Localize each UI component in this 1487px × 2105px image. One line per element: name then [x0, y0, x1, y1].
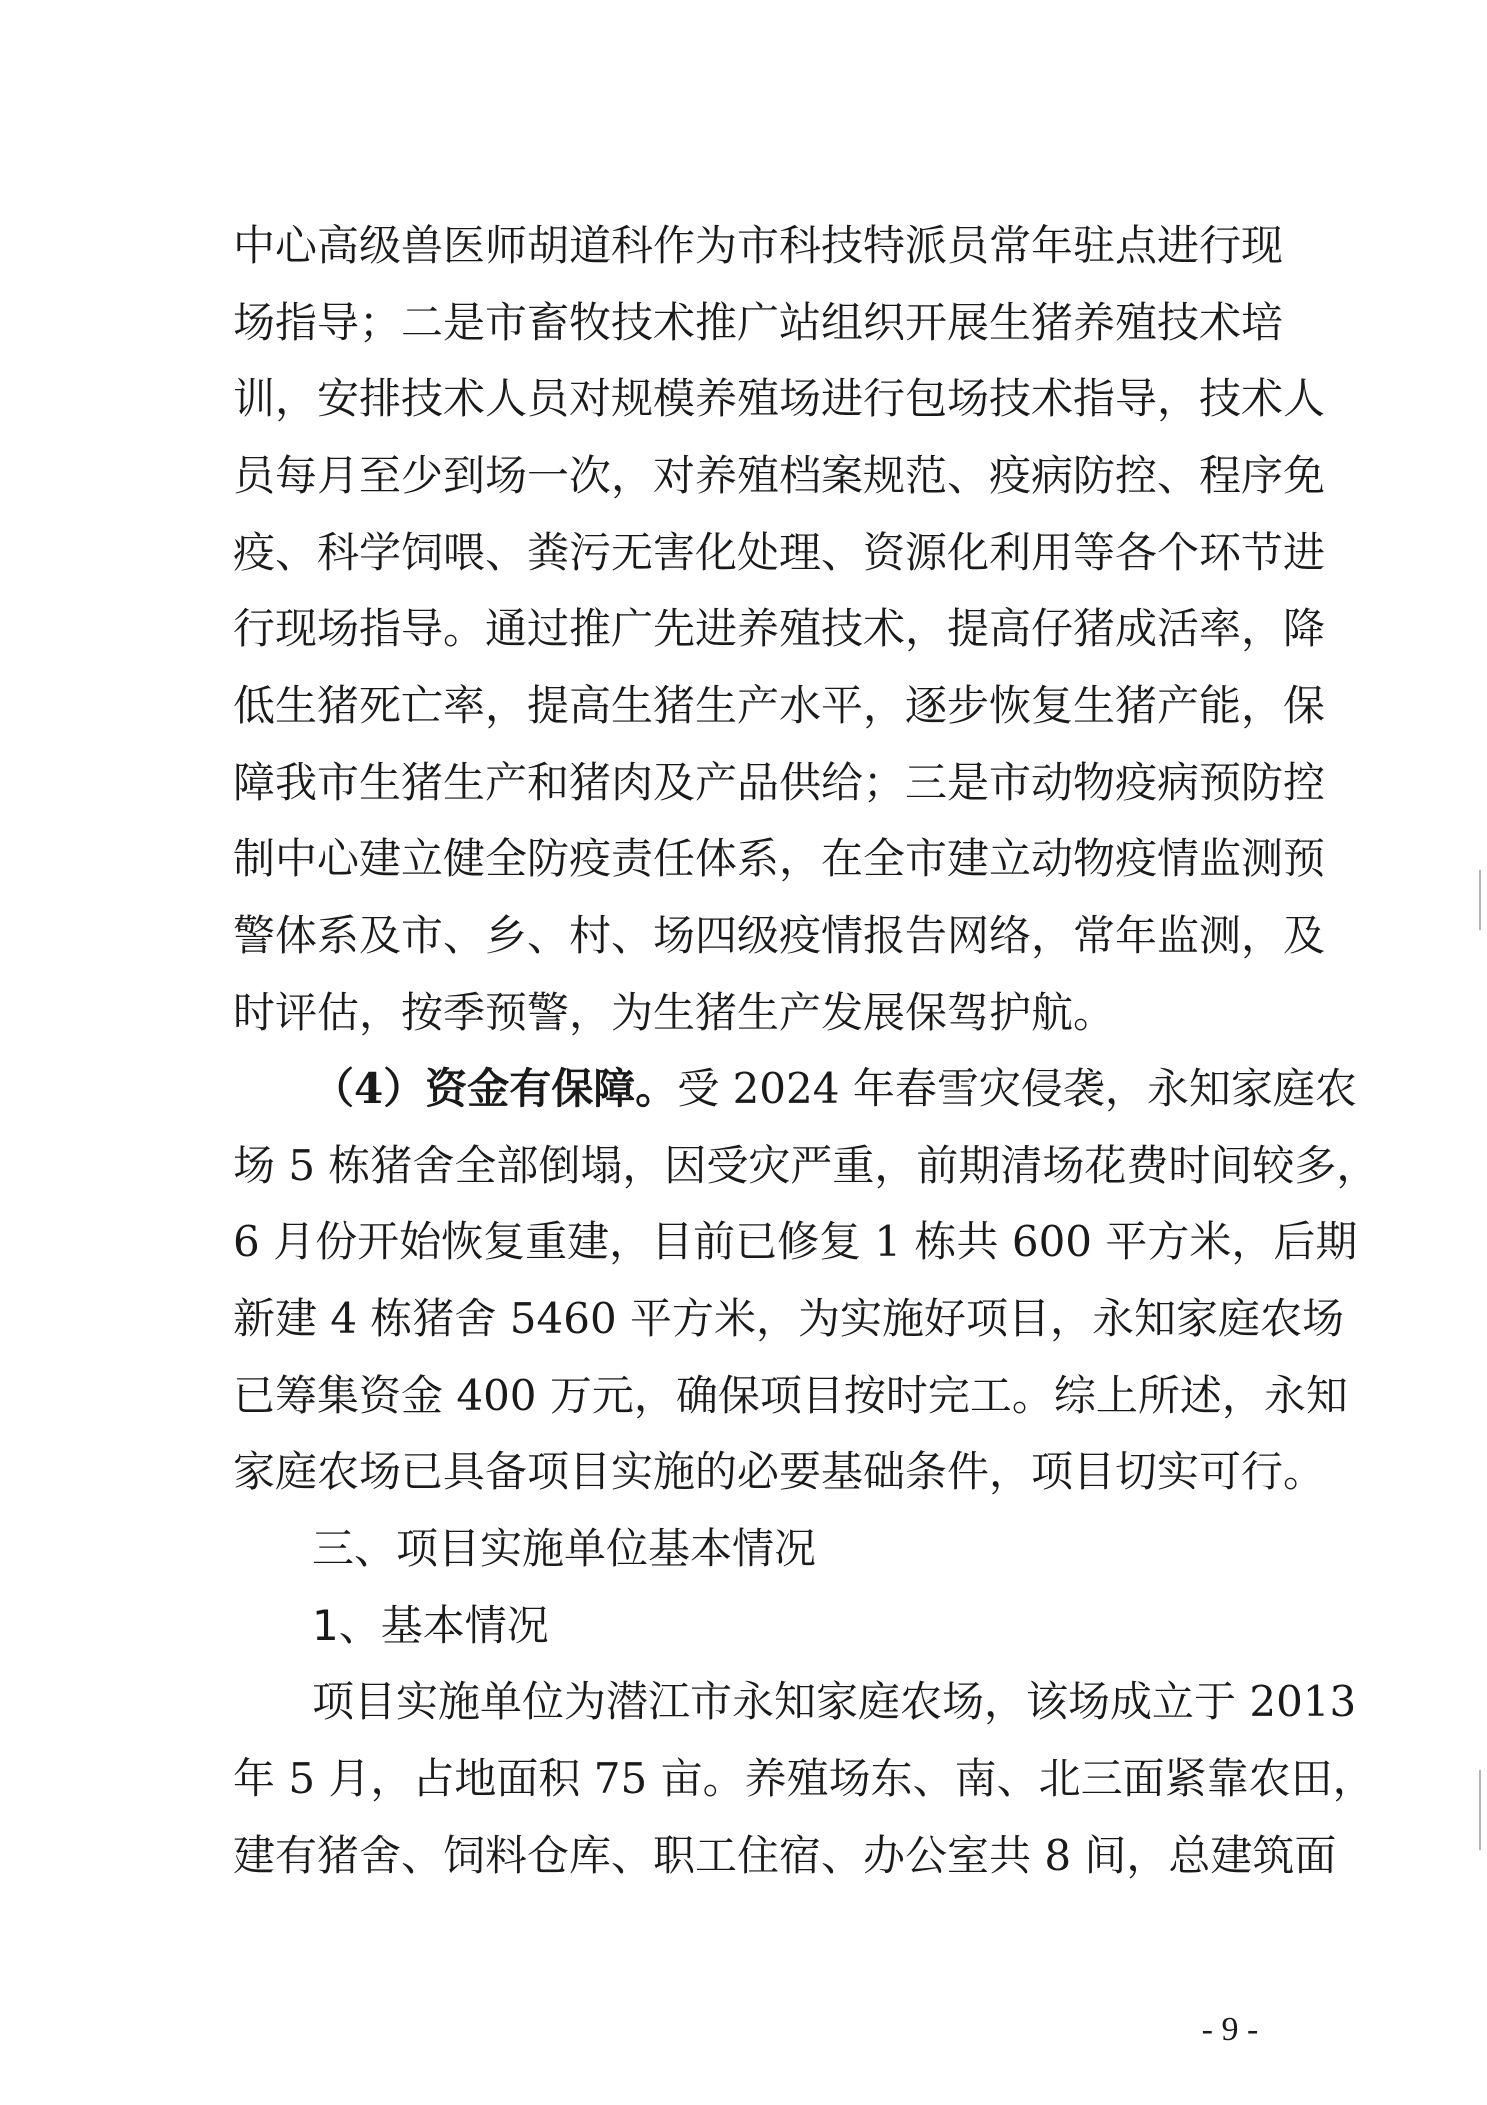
paragraph-line: 行现场指导。通过推广先进养殖技术，提高仔猪成活率，降	[233, 604, 1326, 653]
paragraph-line: 训，安排技术人员对规模养殖场进行包场技术指导，技术人	[233, 374, 1326, 423]
paragraph-line: 家庭农场已具备项目实施的必要基础条件，项目切实可行。	[233, 1447, 1326, 1496]
paragraph-line: 时评估，按季预警，为生猪生产发展保驾护航。	[233, 988, 1116, 1037]
paragraph-line: 障我市生猪生产和猪肉及产品供给；三是市动物疫病预防控	[233, 758, 1326, 807]
funding-first-line	[312, 1061, 1357, 1117]
paragraph-line: 疫、科学饲喂、粪污无害化处理、资源化利用等各个环节进	[233, 528, 1326, 577]
paragraph-line: 低生猪死亡率，提高生猪生产水平，逐步恢复生猪产能，保	[233, 681, 1326, 730]
paragraph-line: 场指导；二是市畜牧技术推广站组织开展生猪养殖技术培	[233, 298, 1284, 347]
page-number: - 9 -	[1201, 2011, 1259, 2048]
paragraph-line: 新建 4 栋猪舍 5460 平方米，为实施好项目，永知家庭农场	[233, 1294, 1345, 1343]
paragraph-line: 警体系及市、乡、村、场四级疫情报告网络，常年监测，及	[233, 911, 1326, 960]
subsection-heading: 1、基本情况	[312, 1601, 549, 1650]
scan-edge-mark	[1479, 1770, 1481, 1850]
section-heading: 三、项目实施单位基本情况	[312, 1524, 817, 1573]
paragraph-line: 项目实施单位为潜江市永知家庭农场，该场成立于 2013	[312, 1677, 1357, 1726]
paragraph-line: 建有猪舍、饲料仓库、职工住宿、办公室共 8 间，总建筑面	[233, 1831, 1337, 1880]
paragraph-line: 场 5 栋猪舍全部倒塌，因受灾严重，前期清场花费时间较多，	[233, 1141, 1379, 1190]
paragraph-line: 已筹集资金 400 万元，确保项目按时完工。综上所述，永知	[233, 1371, 1348, 1420]
scan-edge-mark	[1479, 870, 1481, 930]
paragraph-line: 员每月至少到场一次，对养殖档案规范、疫病防控、程序免	[233, 451, 1326, 500]
paragraph-line: 6 月份开始恢复重建，目前已修复 1 栋共 600 平方米，后期	[233, 1217, 1358, 1266]
paragraph-line: 年 5 月，占地面积 75 亩。养殖场东、南、北三面紧靠农田，	[233, 1754, 1375, 1803]
funding-heading: （4）资金有保障。	[312, 1064, 678, 1113]
funding-first-line-text: 受 2024 年春雪灾侵袭，永知家庭农	[677, 1064, 1357, 1113]
paragraph-line: 制中心建立健全防疫责任体系，在全市建立动物疫情监测预	[233, 834, 1326, 883]
paragraph-line: 中心高级兽医师胡道科作为市科技特派员常年驻点进行现	[233, 221, 1284, 270]
